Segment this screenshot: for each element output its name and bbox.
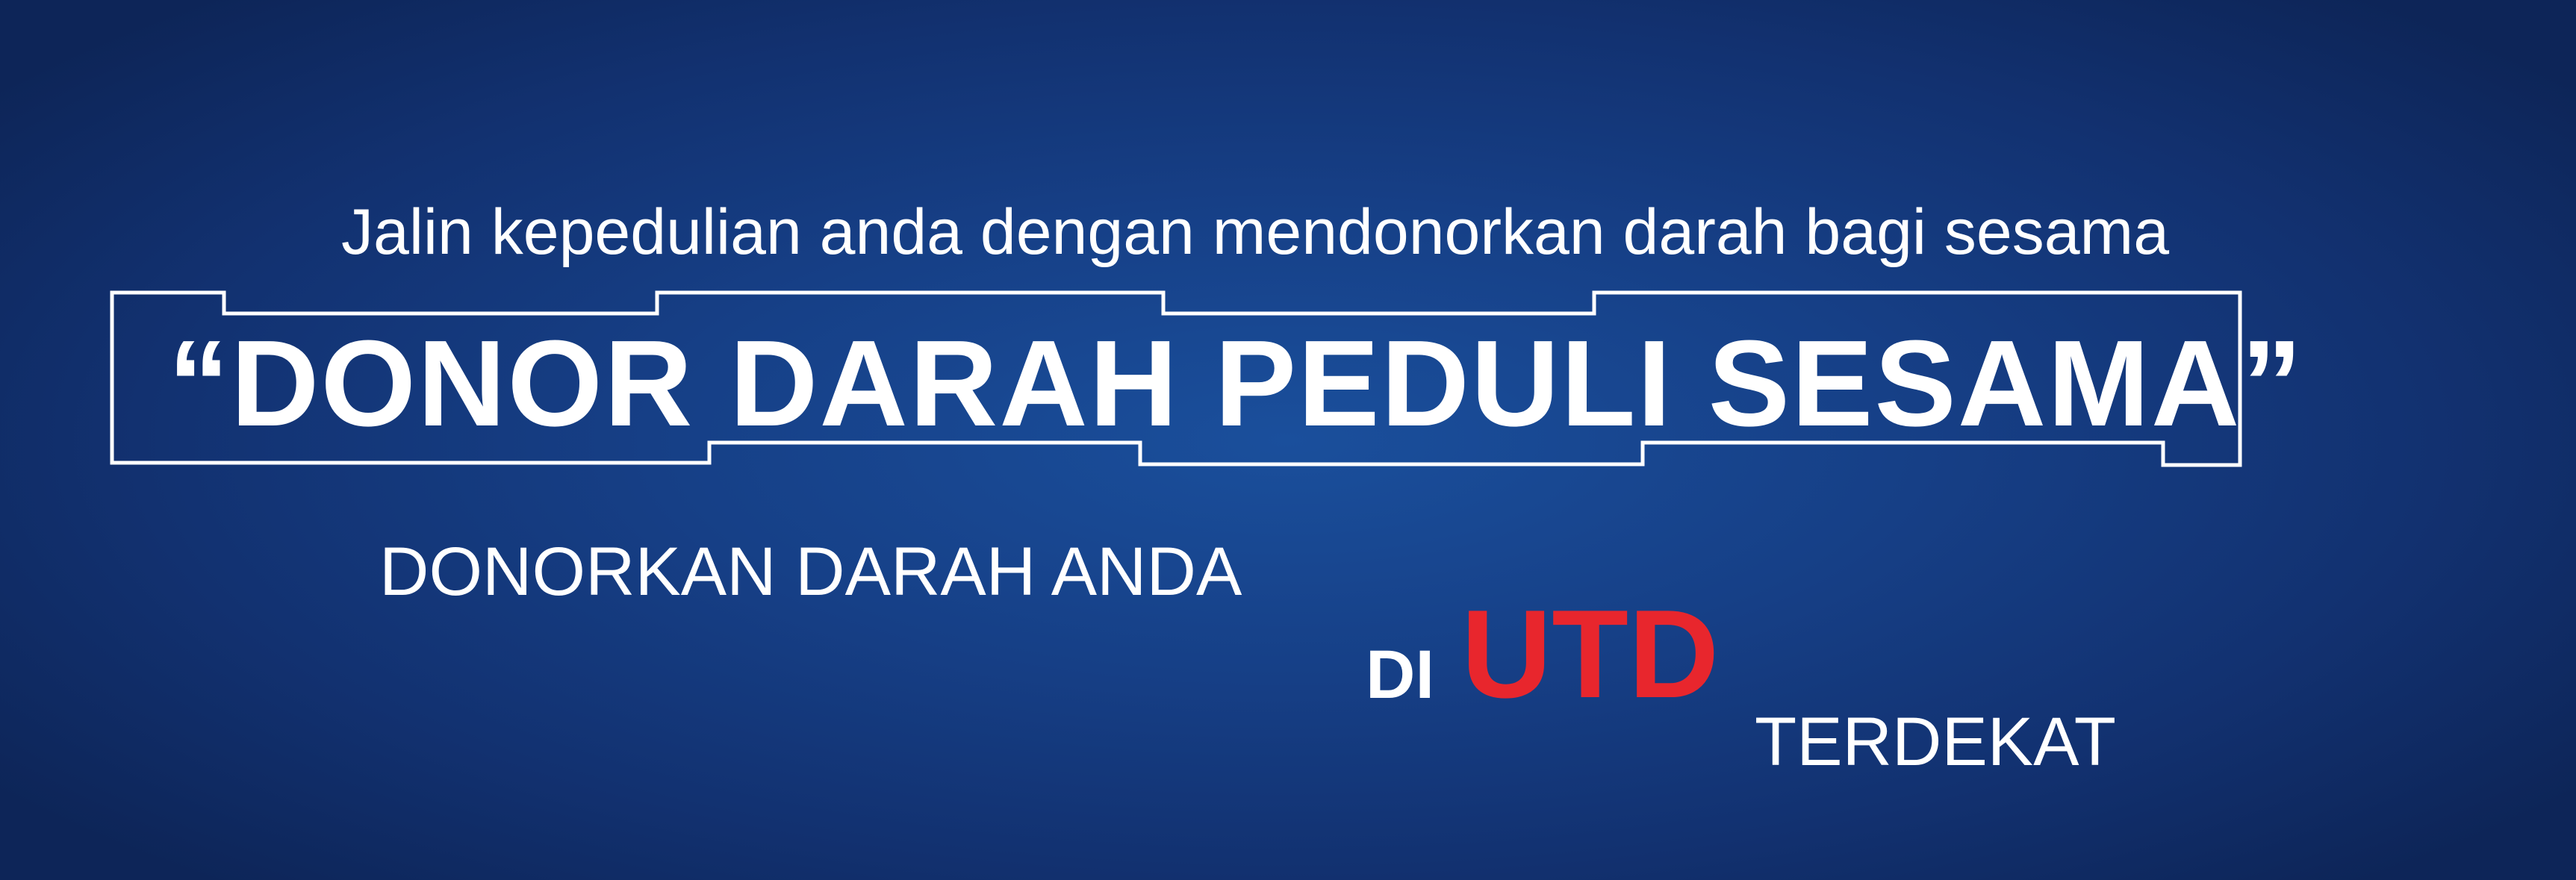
terdekat-label: TERDEKAT [1755,704,2116,780]
utd-label: UTD [1461,584,1720,724]
headline: “DONOR DARAH PEDULI SESAMA” [168,315,2304,452]
tagline: Jalin kepedulian anda dengan mendonorkan darah bagi sesama [341,196,2170,268]
donate-line: DONORKAN DARAH ANDA [379,534,1242,610]
di-label: DI [1366,637,1434,713]
